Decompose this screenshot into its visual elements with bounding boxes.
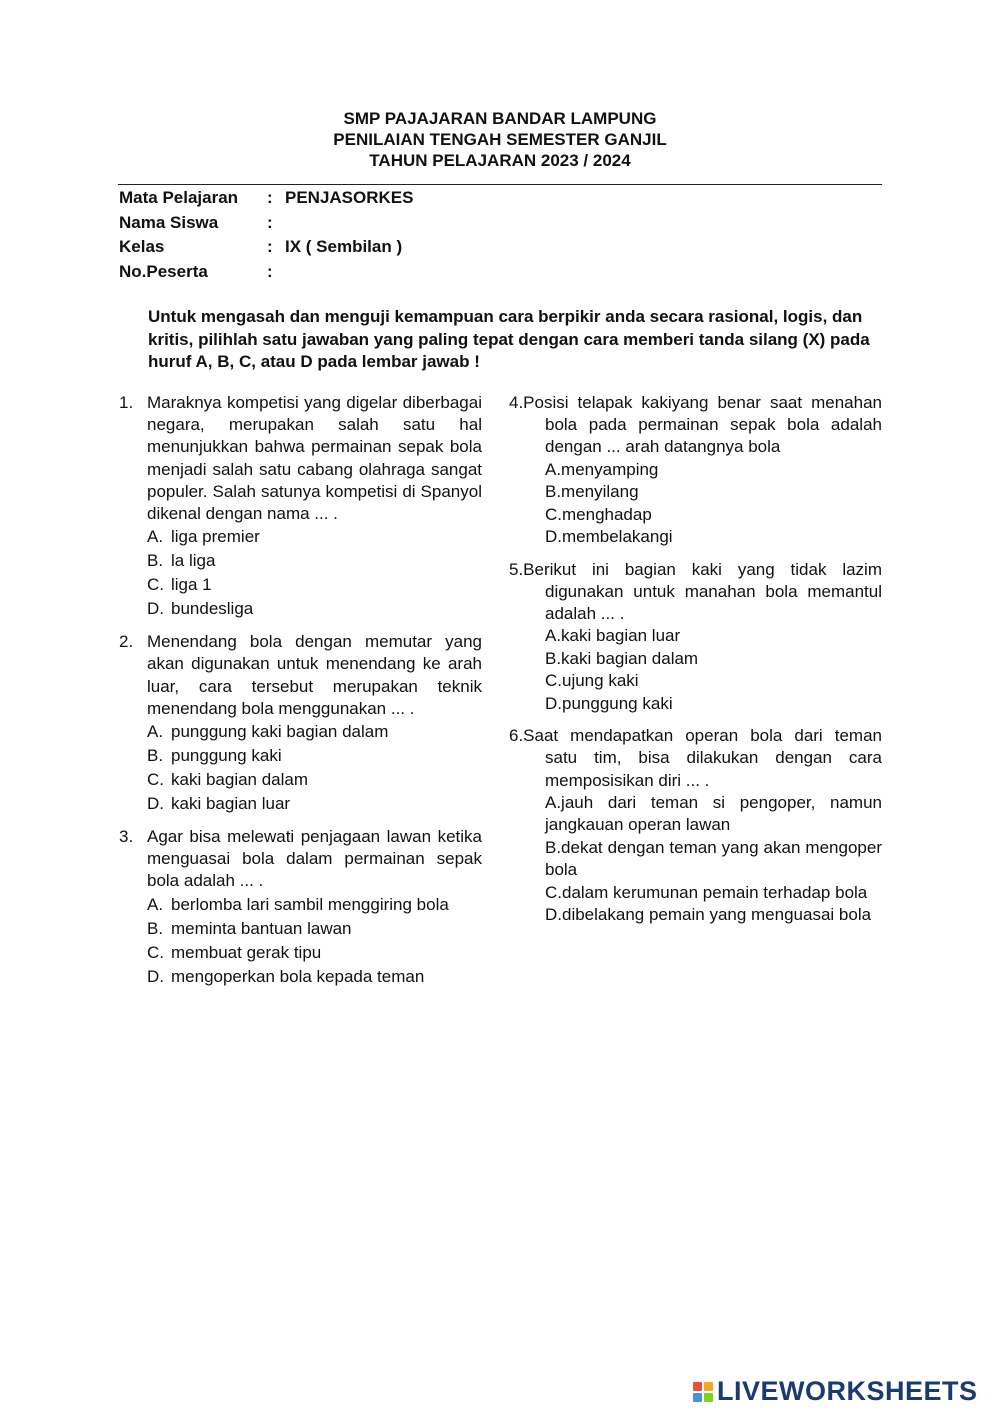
question-1 <box>119 392 482 621</box>
answer-option[interactable]: C.ujung kaki <box>545 671 639 691</box>
question-text: Menendang bola dengan memutar yang akan digunakan untuk menendang ke arah luar, cara tersebut merupakan teknik menendang bola menggunakan ... . <box>147 632 482 718</box>
option-letter: B. <box>147 746 164 766</box>
option-text: punggung kaki bagian dalam <box>171 722 389 742</box>
option-text: liga premier <box>171 527 260 547</box>
answer-option[interactable]: D.dibelakang pemain yang menguasai bola <box>545 905 872 925</box>
answer-option[interactable] <box>119 720 482 744</box>
question-text: Agar bisa melewati penjagaan lawan ketika menguasai bola dalam permainan sepak bola adalah ... . <box>147 827 482 891</box>
info-colon: : <box>267 212 273 232</box>
info-colon: : <box>267 188 273 207</box>
answer-option[interactable] <box>119 792 482 816</box>
logo-text: LIVEWORKSHEETS <box>717 1376 978 1406</box>
info-label: Kelas <box>119 237 165 256</box>
answer-option[interactable] <box>119 893 482 917</box>
document-header <box>0 108 1000 171</box>
answer-option[interactable]: B.dekat dengan teman yang akan mengoper bola <box>545 837 882 880</box>
info-label: Mata Pelajaran <box>119 188 239 207</box>
option-text: membuat gerak tipu <box>171 942 322 962</box>
questions-right-column <box>509 392 882 937</box>
answer-option[interactable] <box>119 549 482 573</box>
question-text: 5.Berikut ini bagian kaki yang tidak lazim digunakan untuk manahan bola memantul adalah ... . <box>509 559 882 624</box>
answer-option[interactable]: B.menyilang <box>545 482 639 502</box>
question-text: 6.Saat mendapatkan operan bola dari teman satu tim, bisa dilakukan dengan cara memposisikan diri ... . <box>509 726 882 790</box>
header-divider <box>118 184 882 185</box>
question-3 <box>119 826 482 989</box>
liveworksheets-logo <box>693 1376 978 1407</box>
answer-option[interactable]: D.membelakangi <box>545 527 673 547</box>
option-text: kaki bagian dalam <box>171 770 309 790</box>
info-value: PENJASORKES <box>285 188 414 207</box>
info-label: No.Peserta <box>119 261 208 281</box>
answer-option[interactable]: B.kaki bagian dalam <box>545 648 699 668</box>
option-letter: B. <box>147 918 164 938</box>
option-letter: A. <box>147 894 164 914</box>
answer-option[interactable] <box>119 965 482 989</box>
option-text: kaki bagian luar <box>171 794 291 814</box>
answer-option[interactable] <box>119 525 482 549</box>
option-letter: C. <box>147 770 164 790</box>
answer-option[interactable] <box>119 917 482 941</box>
option-letter: C. <box>147 942 164 962</box>
option-text: la liga <box>171 551 216 571</box>
answer-option[interactable]: A.jauh dari teman si pengoper, namun jangkauan operan lawan <box>545 792 882 835</box>
question-text: 4.Posisi telapak kakiyang benar saat menahan bola pada permainan sepak bola adalah dengan ... arah datangnya bola <box>509 393 882 457</box>
answer-option[interactable]: C.dalam kerumunan pemain terhadap bola <box>545 882 868 902</box>
answer-option[interactable] <box>119 597 482 621</box>
option-text: liga 1 <box>171 575 212 595</box>
school-name: SMP PAJAJARAN BANDAR LAMPUNG <box>343 109 657 128</box>
info-colon: : <box>267 237 273 256</box>
answer-option[interactable]: D.punggung kaki <box>545 693 673 713</box>
instruction-text: Untuk mengasah dan menguji kemampuan cara berpikir anda secara rasional, logis, dan kritis, pilihlah satu jawaban yang paling tepat dengan cara memberi tanda silang (X) pada huruf A, B, C, atau D pada lembar jawab ! <box>148 307 870 371</box>
option-text: mengoperkan bola kepada teman <box>171 966 425 986</box>
option-text: punggung kaki <box>171 746 282 766</box>
student-info <box>119 186 413 284</box>
question-5 <box>509 559 882 716</box>
logo-square-icon <box>693 1382 702 1391</box>
option-letter: B. <box>147 551 164 571</box>
question-number: 2. <box>119 632 134 652</box>
question-number: 1. <box>119 393 134 412</box>
logo-square-icon <box>704 1382 713 1391</box>
exam-title: PENILAIAN TENGAH SEMESTER GANJIL <box>333 130 667 149</box>
info-row-subject <box>119 186 413 211</box>
option-letter: A. <box>147 722 164 742</box>
answer-option[interactable] <box>119 744 482 768</box>
option-letter: D. <box>147 599 164 619</box>
info-label: Nama Siswa <box>119 212 219 232</box>
question-6 <box>509 725 882 927</box>
answer-option[interactable] <box>119 941 482 965</box>
answer-option[interactable]: C.menghadap <box>545 504 652 524</box>
info-value: IX ( Sembilan ) <box>285 237 403 256</box>
logo-grid-icon <box>693 1382 713 1402</box>
info-row-participant <box>119 260 413 285</box>
logo-square-icon <box>693 1393 702 1402</box>
question-4 <box>509 392 882 549</box>
logo-square-icon <box>704 1393 713 1402</box>
option-letter: A. <box>147 527 164 547</box>
info-row-class <box>119 235 413 260</box>
answer-option[interactable]: A.kaki bagian luar <box>545 626 681 646</box>
option-text: bundesliga <box>171 599 254 619</box>
option-text: meminta bantuan lawan <box>171 918 352 938</box>
answer-option[interactable] <box>119 573 482 597</box>
option-letter: D. <box>147 794 164 814</box>
option-letter: D. <box>147 966 164 986</box>
answer-option[interactable]: A.menyamping <box>545 459 659 479</box>
question-number: 3. <box>119 827 134 847</box>
question-2 <box>119 631 482 816</box>
info-row-name <box>119 211 413 236</box>
answer-option[interactable] <box>119 768 482 792</box>
academic-year: TAHUN PELAJARAN 2023 / 2024 <box>369 151 631 170</box>
option-text: berlomba lari sambil menggiring bola <box>171 894 449 914</box>
question-text: Maraknya kompetisi yang digelar diberbagai negara, merupakan salah satu hal menunjukkan bahwa permainan sepak bola menjadi salah satu cabang olahraga sangat populer. Salah satunya kompetisi di Spanyol dikenal dengan nama ... . <box>147 393 482 524</box>
questions-left-column <box>119 392 482 999</box>
option-letter: C. <box>147 575 164 595</box>
info-colon: : <box>267 261 273 281</box>
